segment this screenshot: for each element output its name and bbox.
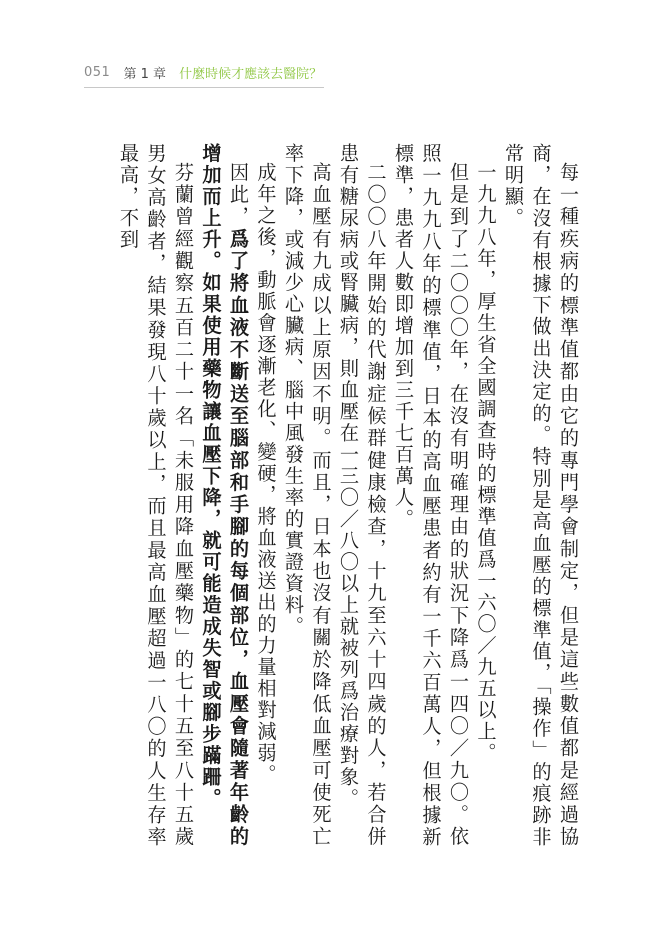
page-number: 051 (84, 65, 111, 80)
chapter-title: 什麼時候才應該去醫院？ (179, 67, 323, 82)
paragraph-emphasis (197, 143, 252, 848)
paragraph: 二〇〇八年開始的代謝症候群健康檢查，十九至六十四歲的人，若合併患有糖尿病或腎臟病，則血壓在一三〇／八〇以上就被列爲治療對象。 (337, 143, 388, 848)
paragraph: 但是到了二〇〇〇年，在沒有明確理由的狀況下降爲一四〇／九〇。依照一九九八年的標準值，日本的高血壓患者約有一千六百萬人，但根據新標準，患者人數即增加到三千七百萬人。 (392, 143, 470, 848)
body-text (86, 143, 582, 848)
header-divider (84, 87, 324, 88)
paragraph: 成年之後，動脈會逐漸老化、變硬，將血液送出的力量相對減弱。 (254, 162, 278, 786)
paragraph: 每一種疾病的標準值都由它的專門學會制定，但是這些數值都是經過協商，在沒有根據下做出決定的。特別是高血壓的標準值，「操作」的痕跡非常明顯。 (502, 143, 580, 848)
chapter-label: 第 1 章 (123, 67, 167, 82)
bold-statement: 爲了將血液不斷送至腦部和手腳的每個部位，血壓會隨著年齡的增加而上升。如果使用藥物讓血壓下降，就可能造成失智或腳步蹣跚。 (199, 143, 250, 849)
paragraph: 高血壓有九成以上原因不明。而且，日本也沒有關於降低血壓可使死亡率下降，或減少心臟病、腦中風發生率的實證資料。 (282, 143, 333, 848)
paragraph: 芬蘭曾經觀察五百二十一名「未服用降血壓藥物」的七十五至八十五歲男女高齡者，結果發現八十歲以上，而且最高血壓超過一八〇的人生存率最高，不到 (117, 143, 195, 848)
paragraph-lead: 因此， (227, 162, 250, 229)
running-header (84, 63, 324, 87)
paragraph: 一九九八年，厚生省全國調查時的標準值爲一六〇／九五以上。 (474, 162, 498, 765)
